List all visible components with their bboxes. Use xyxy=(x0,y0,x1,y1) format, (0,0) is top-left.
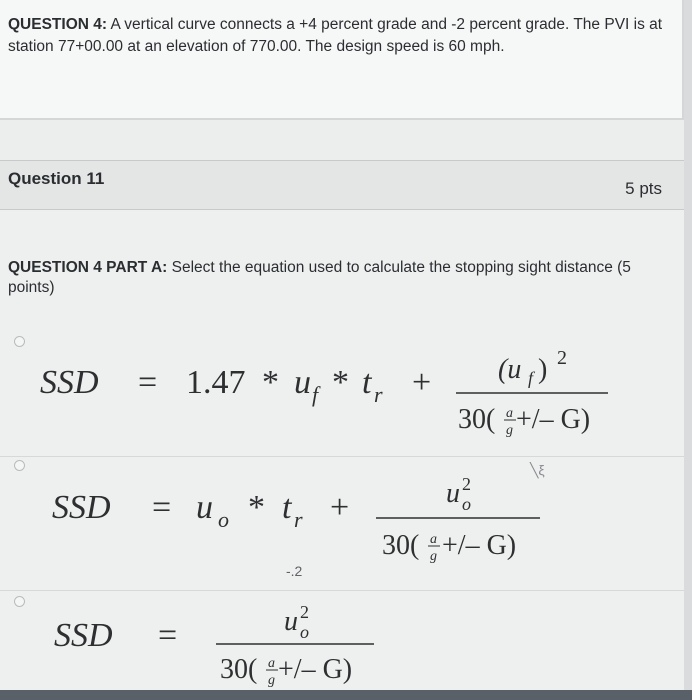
question-points: 5 pts xyxy=(625,179,662,198)
opt2-num-sup: 2 xyxy=(462,474,471,494)
opt1-var2-sub: r xyxy=(374,382,383,407)
opt2-lhs: SSD xyxy=(52,489,111,526)
opt1-plus: + xyxy=(412,364,432,401)
bottom-edge-strip xyxy=(0,690,692,700)
opt2-var2: t xyxy=(282,489,292,526)
option-1-formula[interactable] xyxy=(0,330,684,450)
opt1-op1: * xyxy=(262,364,279,401)
opt3-den-g: g xyxy=(268,673,275,688)
opt2-num-sub: o xyxy=(462,494,471,514)
opt3-den-post: +/– G) xyxy=(278,654,353,685)
opt2-var1-sub: o xyxy=(218,507,229,532)
opt1-den-a: a xyxy=(506,406,513,421)
opt3-num-sub: o xyxy=(300,622,309,642)
opt1-num-close: ) xyxy=(538,354,548,385)
opt3-num: u xyxy=(284,606,298,637)
option-2-formula[interactable] xyxy=(0,460,684,580)
opt3-num-sup: 2 xyxy=(300,602,309,622)
opt2-den-a: a xyxy=(430,532,437,547)
scribble-mark: ╲ξ xyxy=(530,462,545,478)
question-prompt xyxy=(8,258,658,298)
opt1-var1-sub: f xyxy=(312,382,319,407)
opt1-num-sub: f xyxy=(528,368,534,388)
option-3-formula[interactable] xyxy=(0,596,684,696)
opt2-var1: u xyxy=(196,489,213,526)
prompt-text: Select the equation used to calculate the stopping sight distance (5 points) xyxy=(8,259,631,296)
decimal-mark: -.2 xyxy=(286,563,303,579)
opt2-plus: + xyxy=(330,489,350,526)
opt3-lhs: SSD xyxy=(54,617,113,654)
opt1-lhs: SSD xyxy=(40,364,99,401)
question-header xyxy=(0,160,684,210)
opt1-num: (u xyxy=(498,354,522,385)
opt3-den-a: a xyxy=(268,656,275,671)
opt1-coef: 1.47 xyxy=(186,364,246,401)
opt1-num-sup: 2 xyxy=(557,347,567,369)
question-description-box xyxy=(0,0,684,120)
opt2-num: u xyxy=(446,478,460,509)
question-description xyxy=(8,14,672,58)
opt2-var2-sub: r xyxy=(294,507,303,532)
opt3-eq: = xyxy=(158,617,178,654)
opt1-var1: u xyxy=(294,364,311,401)
right-edge-strip xyxy=(684,0,692,700)
opt2-den-pre: 30( xyxy=(382,530,420,561)
opt2-den-g: g xyxy=(430,549,437,564)
opt2-op1: * xyxy=(248,489,265,526)
opt1-op2: * xyxy=(332,364,349,401)
option-divider-1 xyxy=(0,456,684,457)
opt2-den-post: +/– G) xyxy=(442,530,517,561)
opt1-var2: t xyxy=(362,364,372,401)
opt1-den-g: g xyxy=(506,423,513,438)
opt2-eq: = xyxy=(152,489,172,526)
opt1-den-post: +/– G) xyxy=(516,404,591,435)
question-title: Question 11 xyxy=(8,169,105,188)
prompt-label: QUESTION 4 PART A: xyxy=(8,259,168,276)
question-text: A vertical curve connects a +4 percent grade and -2 percent grade. The PVI is at station 77+00.00 at an elevation of 770.00. The design speed is 60 mph. xyxy=(8,16,663,55)
opt1-den-pre: 30( xyxy=(458,404,496,435)
question-label: QUESTION 4: xyxy=(8,16,108,33)
opt3-den-pre: 30( xyxy=(220,654,258,685)
opt1-eq: = xyxy=(138,364,158,401)
option-divider-2 xyxy=(0,590,684,591)
